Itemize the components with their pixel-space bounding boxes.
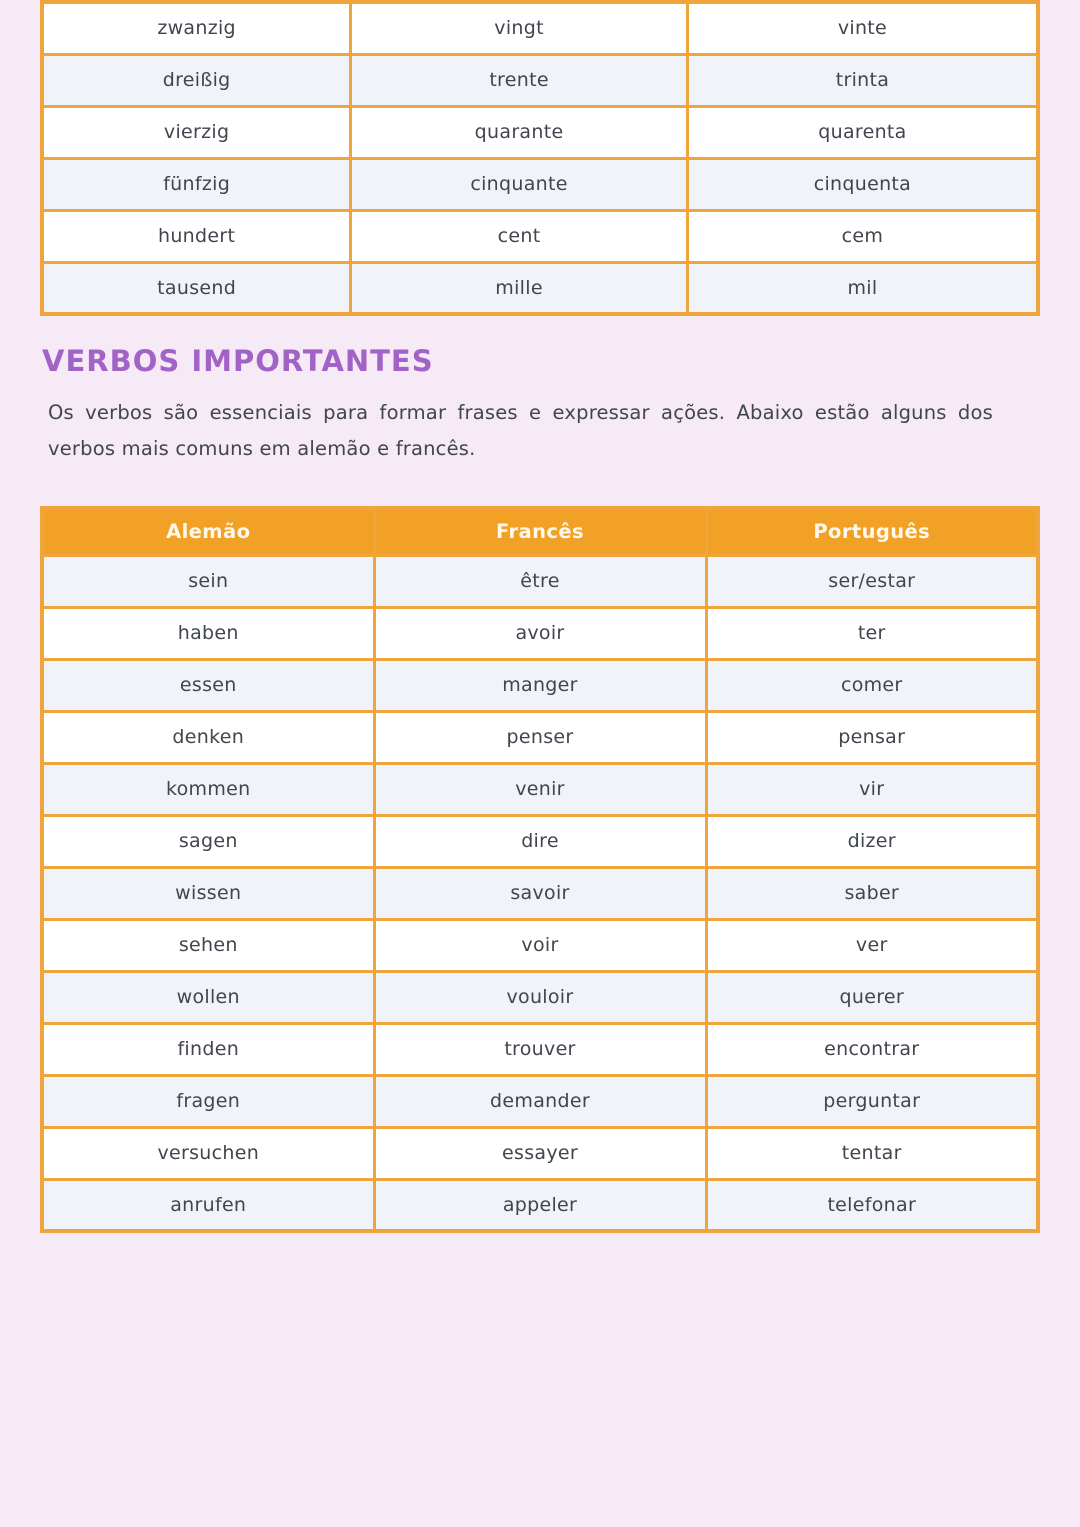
table-cell: être bbox=[374, 555, 706, 607]
table-cell: querer bbox=[706, 971, 1038, 1023]
table-cell: sehen bbox=[42, 919, 374, 971]
table-row bbox=[42, 1179, 1038, 1231]
table-cell: pensar bbox=[706, 711, 1038, 763]
table-cell: voir bbox=[374, 919, 706, 971]
table-cell: sein bbox=[42, 555, 374, 607]
table-row bbox=[42, 2, 1038, 54]
table-row bbox=[42, 54, 1038, 106]
table-cell: cinquenta bbox=[687, 158, 1038, 210]
table-cell: dreißig bbox=[42, 54, 351, 106]
table-cell: appeler bbox=[374, 1179, 706, 1231]
table-row bbox=[42, 1127, 1038, 1179]
table-cell: tausend bbox=[42, 262, 351, 314]
table-cell: quarante bbox=[351, 106, 688, 158]
table-cell: mil bbox=[687, 262, 1038, 314]
table-cell: fünfzig bbox=[42, 158, 351, 210]
table-row bbox=[42, 815, 1038, 867]
table-row bbox=[42, 210, 1038, 262]
table-cell: versuchen bbox=[42, 1127, 374, 1179]
table-cell: cent bbox=[351, 210, 688, 262]
numbers-table bbox=[40, 0, 1040, 316]
table-row bbox=[42, 158, 1038, 210]
table-cell: kommen bbox=[42, 763, 374, 815]
section-intro-paragraph: Os verbos são essenciais para formar frases e expressar ações. Abaixo estão alguns dos verbos mais comuns em alemão e francês. bbox=[48, 401, 993, 460]
verbs-table bbox=[40, 506, 1040, 1233]
table-cell: cinquante bbox=[351, 158, 688, 210]
table-cell: sagen bbox=[42, 815, 374, 867]
table-cell: avoir bbox=[374, 607, 706, 659]
table-cell: tentar bbox=[706, 1127, 1038, 1179]
table-row bbox=[42, 867, 1038, 919]
table-cell: ter bbox=[706, 607, 1038, 659]
verbs-table-header-alemao: Alemão bbox=[42, 508, 374, 555]
table-cell: trente bbox=[351, 54, 688, 106]
table-row bbox=[42, 262, 1038, 314]
verbs-table-header-frances: Francês bbox=[374, 508, 706, 555]
table-row bbox=[42, 106, 1038, 158]
table-row bbox=[42, 919, 1038, 971]
table-cell: quarenta bbox=[687, 106, 1038, 158]
table-cell: penser bbox=[374, 711, 706, 763]
table-cell: savoir bbox=[374, 867, 706, 919]
table-cell: telefonar bbox=[706, 1179, 1038, 1231]
table-cell: manger bbox=[374, 659, 706, 711]
table-row bbox=[42, 659, 1038, 711]
table-cell: encontrar bbox=[706, 1023, 1038, 1075]
table-cell: vir bbox=[706, 763, 1038, 815]
table-row bbox=[42, 971, 1038, 1023]
table-cell: zwanzig bbox=[42, 2, 351, 54]
table-cell: saber bbox=[706, 867, 1038, 919]
table-cell: vouloir bbox=[374, 971, 706, 1023]
verbs-table-header-portugues: Português bbox=[706, 508, 1038, 555]
table-cell: fragen bbox=[42, 1075, 374, 1127]
table-header-row bbox=[42, 508, 1038, 555]
table-cell: mille bbox=[351, 262, 688, 314]
table-cell: ser/estar bbox=[706, 555, 1038, 607]
verbs-table-body bbox=[42, 555, 1038, 1231]
table-row bbox=[42, 763, 1038, 815]
table-cell: demander bbox=[374, 1075, 706, 1127]
table-row bbox=[42, 607, 1038, 659]
table-cell: wollen bbox=[42, 971, 374, 1023]
table-cell: comer bbox=[706, 659, 1038, 711]
table-cell: vierzig bbox=[42, 106, 351, 158]
table-cell: perguntar bbox=[706, 1075, 1038, 1127]
table-cell: haben bbox=[42, 607, 374, 659]
section-heading-verbos-importantes: VERBOS IMPORTANTES bbox=[42, 344, 434, 378]
table-cell: essen bbox=[42, 659, 374, 711]
table-cell: vingt bbox=[351, 2, 688, 54]
table-row bbox=[42, 711, 1038, 763]
table-cell: finden bbox=[42, 1023, 374, 1075]
table-row bbox=[42, 555, 1038, 607]
table-cell: vinte bbox=[687, 2, 1038, 54]
table-row bbox=[42, 1023, 1038, 1075]
table-cell: cem bbox=[687, 210, 1038, 262]
table-cell: denken bbox=[42, 711, 374, 763]
table-cell: dire bbox=[374, 815, 706, 867]
table-cell: wissen bbox=[42, 867, 374, 919]
table-cell: trouver bbox=[374, 1023, 706, 1075]
table-cell: venir bbox=[374, 763, 706, 815]
table-cell: trinta bbox=[687, 54, 1038, 106]
numbers-table-body bbox=[42, 2, 1038, 314]
table-cell: ver bbox=[706, 919, 1038, 971]
table-cell: dizer bbox=[706, 815, 1038, 867]
verbs-table-head bbox=[42, 508, 1038, 555]
table-cell: anrufen bbox=[42, 1179, 374, 1231]
table-cell: essayer bbox=[374, 1127, 706, 1179]
table-row bbox=[42, 1075, 1038, 1127]
table-cell: hundert bbox=[42, 210, 351, 262]
